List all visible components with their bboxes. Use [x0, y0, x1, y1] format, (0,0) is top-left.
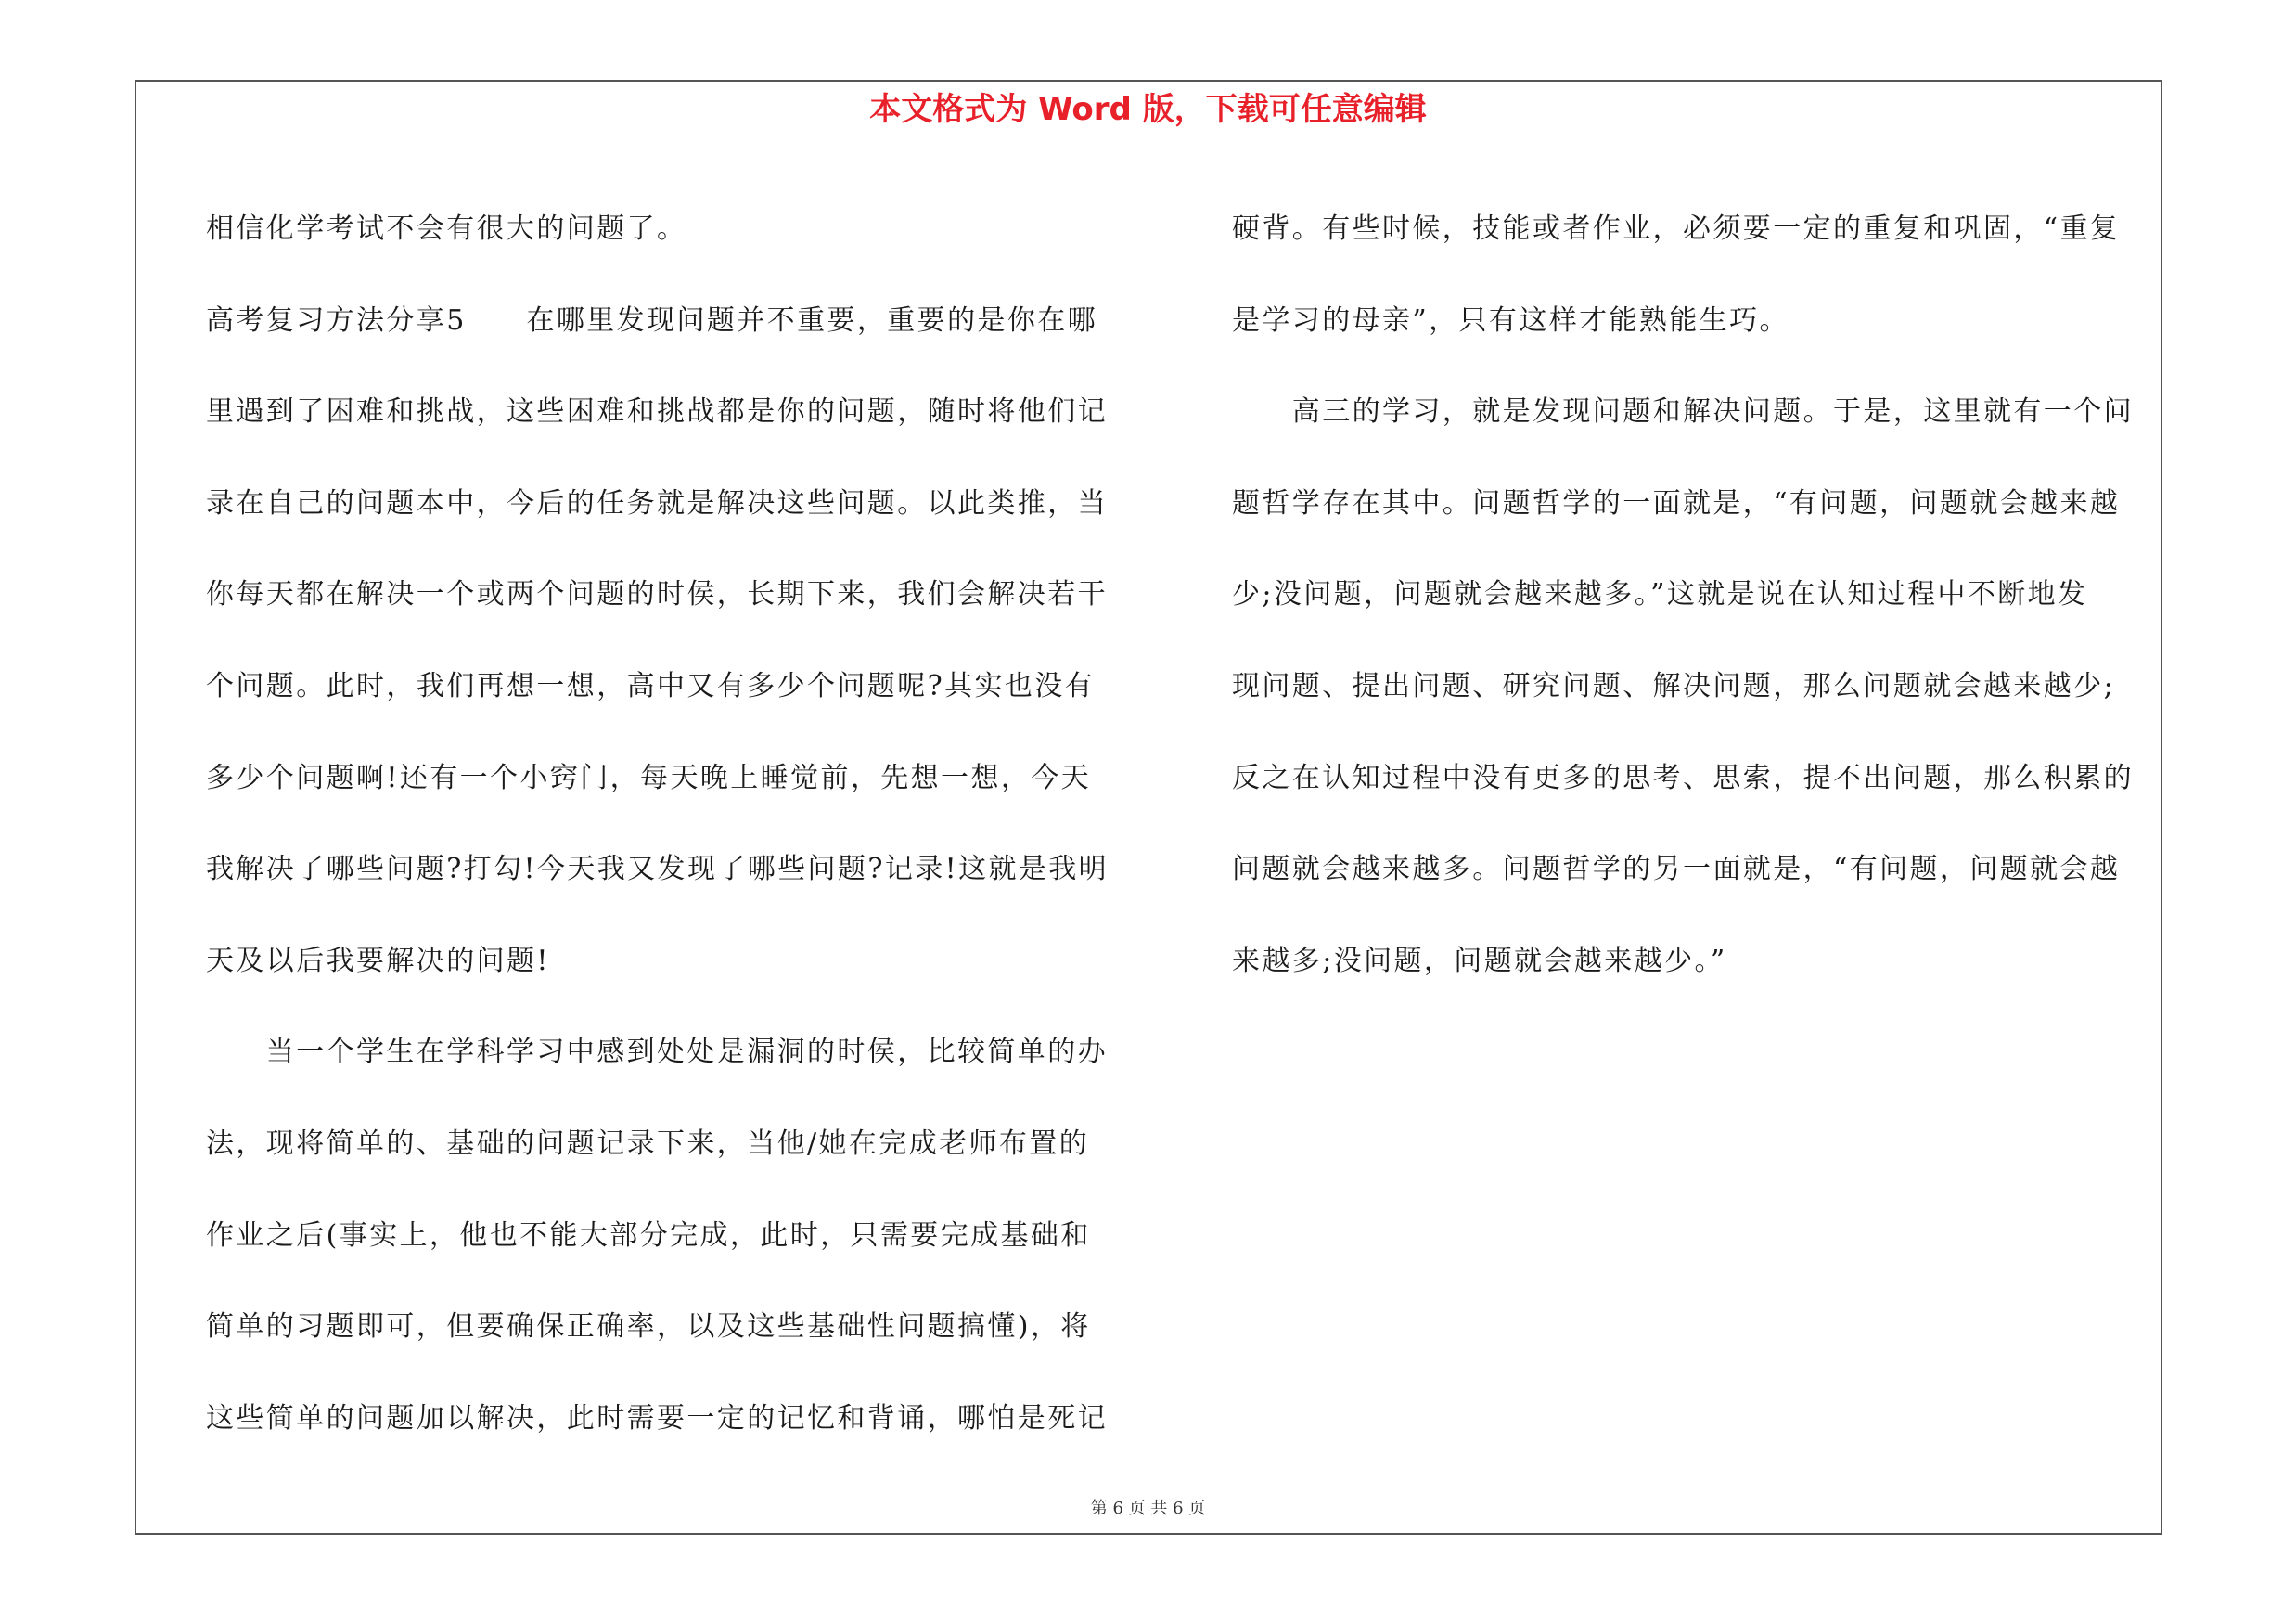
text-line: 多少个问题啊!还有一个小窍门，每天晚上睡觉前，先想一想，今天 [206, 761, 1092, 794]
text-line: 题哲学存在其中。问题哲学的一面就是，“有问题，问题就会越来越 [1232, 486, 2121, 520]
right-text-column [1232, 184, 2156, 1007]
text-line: 里遇到了困难和挑战，这些困难和挑战都是你的问题，随时将他们记 [206, 395, 1108, 429]
text-line: 是学习的母亲”，只有这样才能熟能生巧。 [1232, 303, 1789, 337]
text-line: 当一个学生在学科学习中感到处处是漏洞的时侯，比较简单的办 [206, 1036, 1108, 1069]
text-line: 现问题、提出问题、研究问题、解决问题，那么问题就会越来越少; [1232, 669, 2116, 702]
text-line: 作业之后(事实上，他也不能大部分完成，此时，只需要完成基础和 [206, 1218, 1091, 1252]
left-text-column [206, 184, 1128, 1464]
text-line: 问题就会越来越多。问题哲学的另一面就是，“有问题，问题就会越 [1232, 853, 2121, 886]
text-line: 你每天都在解决一个或两个问题的时侯，长期下来，我们会解决若干 [206, 578, 1108, 612]
text-line: 法，现将简单的、基础的问题记录下来，当他/她在完成老师布置的 [206, 1127, 1090, 1160]
text-line: 高考复习方法分享5 在哪里发现问题并不重要，重要的是你在哪 [206, 303, 1098, 337]
word-format-banner: 本文格式为 Word 版，下载可任意编辑 [869, 91, 1427, 128]
text-line: 录在自己的问题本中，今后的任务就是解决这些问题。以此类推，当 [206, 486, 1108, 520]
text-line: 我解决了哪些问题?打勾!今天我又发现了哪些问题?记录!这就是我明 [206, 853, 1110, 886]
text-line: 这些简单的问题加以解决，此时需要一定的记忆和背诵，哪怕是死记 [206, 1401, 1108, 1435]
text-line: 来越多;没问题，问题就会越来越少。” [1232, 944, 1727, 977]
text-line: 个问题。此时，我们再想一想，高中又有多少个问题呢?其实也没有 [206, 669, 1096, 702]
text-line: 少;没问题，问题就会越来越多。”这就是说在认知过程中不断地发 [1232, 578, 2088, 612]
text-line: 硬背。有些时候，技能或者作业，必须要一定的重复和巩固，“重复 [1232, 213, 2121, 245]
text-line: 反之在认知过程中没有更多的思考、思索，提不出问题，那么积累的 [1232, 761, 2134, 794]
page-number-footer: 第 6 页 共 6 页 [1090, 1499, 1206, 1518]
text-line: 简单的习题即可，但要确保正确率，以及这些基础性问题搞懂)，将 [206, 1310, 1091, 1344]
text-line: 天及以后我要解决的问题! [206, 944, 550, 977]
text-line: 相信化学考试不会有很大的问题了。 [206, 213, 687, 245]
text-line: 高三的学习，就是发现问题和解决问题。于是，这里就有一个问 [1232, 395, 2134, 429]
